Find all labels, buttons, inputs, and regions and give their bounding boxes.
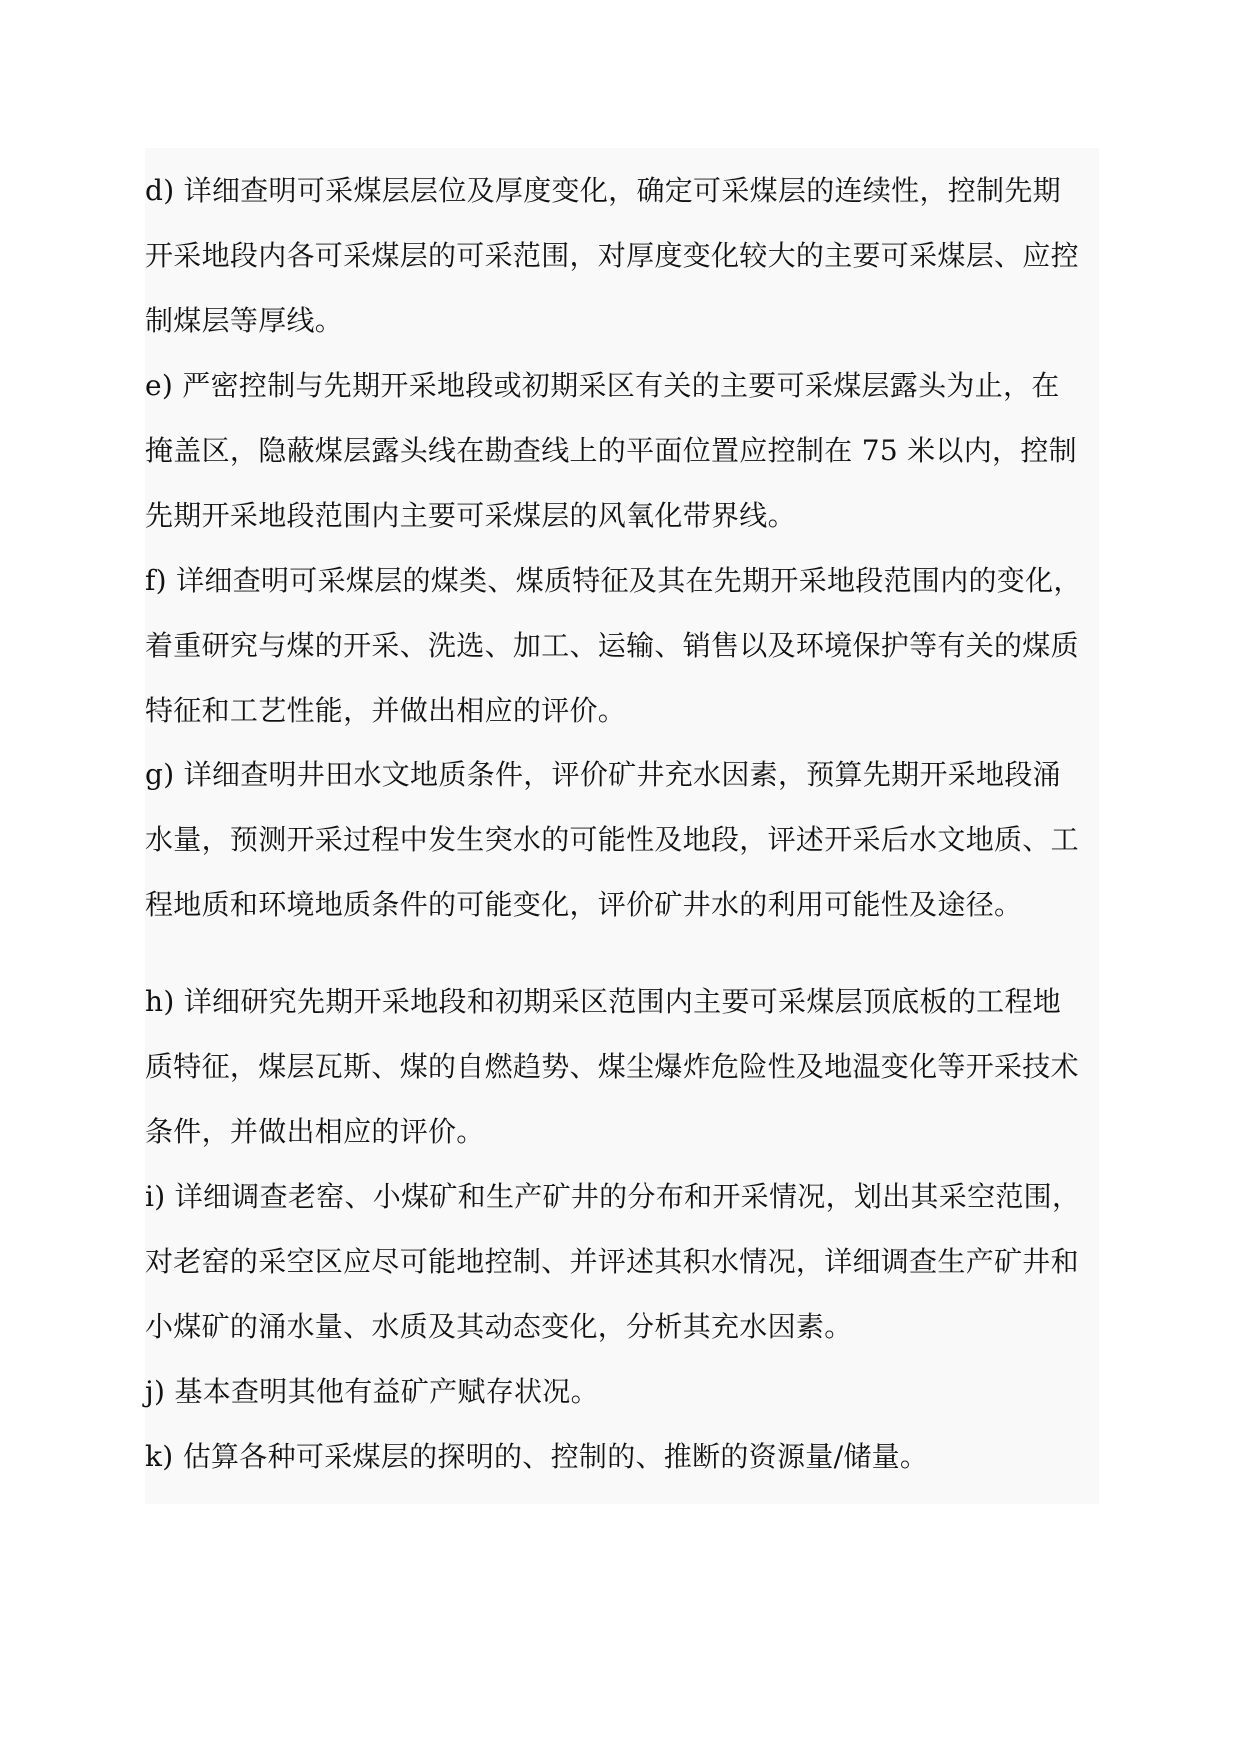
paragraph-j <box>145 1359 1099 1424</box>
text-line: j) 基本查明其他有益矿产赋存状况。 <box>145 1375 599 1408</box>
text-line: 质特征，煤层瓦斯、煤的自燃趋势、煤尘爆炸危险性及地温变化等开采技术 <box>145 1050 1079 1083</box>
text-line: 小煤矿的涌水量、水质及其动态变化，分析其充水因素。 <box>145 1310 853 1343</box>
text-line: 水量，预测开采过程中发生突水的可能性及地段，评述开采后水文地质、工 <box>145 823 1079 856</box>
paragraph-h <box>145 969 1099 1164</box>
text-line: e) 严密控制与先期开采地段或初期采区有关的主要可采煤层露头为止，在 <box>145 369 1060 402</box>
text-line: f) 详细查明可采煤层的煤类、煤质特征及其在先期开采地段范围内的变化， <box>145 564 1082 597</box>
text-line: k) 估算各种可采煤层的探明的、控制的、推断的资源量/储量。 <box>145 1440 929 1473</box>
text-line: h) 详细研究先期开采地段和初期采区范围内主要可采煤层顶底板的工程地 <box>145 985 1062 1018</box>
document-body <box>145 148 1099 1504</box>
paragraph-k <box>145 1424 1099 1489</box>
paragraph-f <box>145 548 1099 743</box>
text-line: g) 详细查明井田水文地质条件，评价矿井充水因素，预算先期开采地段涌 <box>145 758 1061 791</box>
text-line: 开采地段内各可采煤层的可采范围，对厚度变化较大的主要可采煤层、应控 <box>145 239 1079 272</box>
text-line: 掩盖区，隐蔽煤层露头线在勘查线上的平面位置应控制在 75 米以内，控制 <box>145 434 1077 467</box>
paragraph-i <box>145 1164 1099 1359</box>
text-line: i) 详细调查老窑、小煤矿和生产矿井的分布和开采情况，划出其采空范围， <box>145 1180 1081 1213</box>
text-line: 先期开采地段范围内主要可采煤层的风氧化带界线。 <box>145 499 796 532</box>
text-line: 着重研究与煤的开采、洗选、加工、运输、销售以及环境保护等有关的煤质 <box>145 629 1079 662</box>
paragraph-d <box>145 158 1099 353</box>
paragraph-e <box>145 353 1099 548</box>
text-line: 特征和工艺性能，并做出相应的评价。 <box>145 694 627 727</box>
text-line: 制煤层等厚线。 <box>145 304 344 337</box>
text-line: 对老窑的采空区应尽可能地控制、并评述其积水情况，详细调查生产矿井和 <box>145 1245 1079 1278</box>
text-line: 条件，并做出相应的评价。 <box>145 1115 485 1148</box>
text-line: d) 详细查明可采煤层层位及厚度变化，确定可采煤层的连续性，控制先期 <box>145 174 1061 207</box>
paragraph-g <box>145 742 1099 937</box>
text-line: 程地质和环境地质条件的可能变化，评价矿井水的利用可能性及途径。 <box>145 888 1023 921</box>
